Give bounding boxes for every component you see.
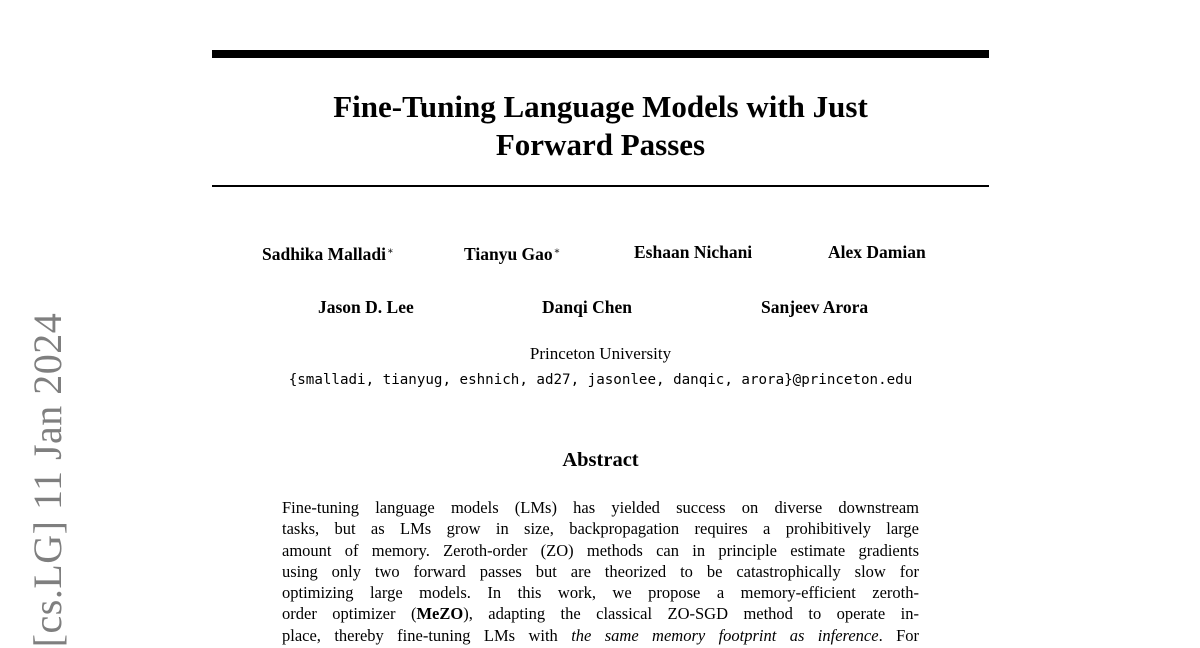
author-sadhika-malladi [262,242,394,264]
paper-title [212,88,989,164]
author-sanjeev-arora [761,297,868,317]
author-name: Eshaan Nichani [634,242,753,262]
equal-contribution-mark: ∗ [553,246,561,257]
abstract-line: amount of memory. Zeroth-order (ZO) methods can in principle estimate gradients [282,540,919,560]
arxiv-stamp-text: [cs.LG] 11 Jan 2024 [25,312,70,648]
top-rule [212,50,989,58]
abstract-body [282,497,919,646]
author-name: Jason D. Lee [318,297,414,317]
author-tianyu-gao [464,242,560,264]
abstract-line: optimizing large models. In this work, we propose a memory-efficient zeroth- [282,583,919,603]
author-name: Alex Damian [828,242,926,262]
author-emails: {smalladi, tianyug, eshnich, ad27, jasonlee, danqic, arora}@princeton.edu [288,372,913,388]
equal-contribution-mark: ∗ [387,246,394,257]
title-line-1: Fine-Tuning Language Models with Just [333,89,868,124]
affiliation: Princeton University [529,344,672,363]
abstract-line: Fine-tuning language models (LMs) has yielded success on diverse downstream [282,498,919,517]
abstract-line: using only two forward passes but are theorized to be catastrophically slow for [282,561,919,581]
abstract-heading: Abstract [562,449,639,471]
abstract-line [282,625,919,646]
abstract-line [282,603,919,624]
emphasized-text: the same memory footprint as inference [571,625,879,645]
abstract-text: place, thereby fine-tuning LMs with [282,625,572,645]
abstract-text: ), adapting the classical ZO-SGD method to operate in- [463,604,919,624]
method-name-mezo: MeZO [416,604,464,624]
abstract-text: . For [878,625,919,645]
author-name: Tianyu Gao [464,244,553,264]
author-name: Sadhika Malladi [262,244,387,264]
author-danqi-chen [542,297,632,317]
title-line-2: Forward Passes [495,127,706,162]
title-rule [212,185,989,187]
author-alex-damian [828,242,926,262]
abstract-text: order optimizer ( [282,604,417,624]
author-eshaan-nichani [634,242,752,262]
abstract-line: tasks, but as LMs grow in size, backpropagation requires a prohibitively large [282,519,919,539]
author-name: Sanjeev Arora [761,297,869,317]
author-jason-d-lee [318,297,414,317]
author-name: Danqi Chen [542,297,632,317]
